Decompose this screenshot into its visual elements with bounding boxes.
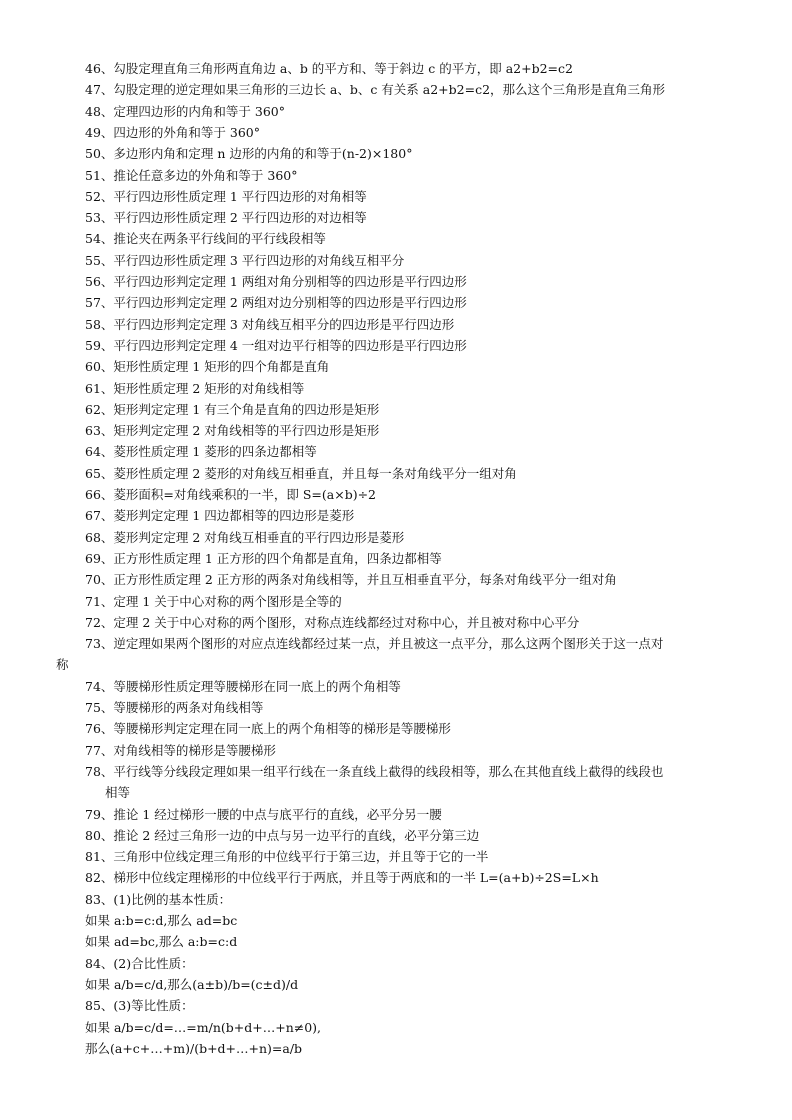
text-line: 79、推论 1 经过梯形一腰的中点与底平行的直线，必平分另一腰 (85, 806, 442, 822)
text-line-wrap: 称 (56, 657, 69, 673)
text-line: 如果 a:b=c:d,那么 ad=bc (85, 913, 238, 928)
text-line: 如果 a/b=c/d=…=m/n(b+d+…+n≠0), (85, 1019, 322, 1035)
text-line: 80、推论 2 经过三角形一边的中点与另一边平行的直线，必平分第三边 (85, 827, 480, 843)
text-line: 52、平行四边形性质定理 1 平行四边形的对角相等 (85, 188, 367, 204)
text-line-wrap: 相等 (105, 785, 131, 801)
text-line: 66、菱形面积=对角线乘积的一半，即 S=(a×b)÷2 (85, 487, 376, 502)
text-line: 76、等腰梯形判定定理在同一底上的两个角相等的梯形是等腰梯形 (85, 721, 451, 737)
text-line: 47、勾股定理的逆定理如果三角形的三边长 a、b、c 有关系 a2+b2=c2，那么这个三角形是直角三角形 (85, 82, 666, 98)
text-line: 50、多边形内角和定理 n 边形的内角的和等于(n-2)×180° (85, 146, 413, 162)
text-line: 64、菱形性质定理 1 菱形的四条边都相等 (85, 444, 317, 460)
text-line: 55、平行四边形性质定理 3 平行四边形的对角线互相平分 (85, 252, 405, 268)
text-line: 如果 a/b=c/d,那么(a±b)/b=(c±d)/d (85, 976, 299, 992)
text-line: 78、平行线等分线段定理如果一组平行线在一条直线上截得的线段相等，那么在其他直线上截得的线段也 (85, 763, 664, 779)
text-line: 84、(2)合比性质： (85, 955, 194, 971)
text-line: 70、正方形性质定理 2 正方形的两条对角线相等，并且互相垂直平分，每条对角线平分一组对角 (85, 572, 617, 588)
text-line: 71、定理 1 关于中心对称的两个图形是全等的 (85, 593, 342, 609)
text-line: 53、平行四边形性质定理 2 平行四边形的对边相等 (85, 210, 367, 226)
text-line: 57、平行四边形判定定理 2 两组对边分别相等的四边形是平行四边形 (85, 295, 467, 311)
text-line: 51、推论任意多边的外角和等于 360° (85, 167, 298, 183)
text-line: 72、定理 2 关于中心对称的两个图形，对称点连线都经过对称中心，并且被对称中心平分 (85, 614, 580, 630)
text-line: 68、菱形判定定理 2 对角线互相垂直的平行四边形是菱形 (85, 529, 405, 545)
text-line: 73、逆定理如果两个图形的对应点连线都经过某一点，并且被这一点平分，那么这两个图形关于这一点对 (85, 636, 664, 652)
text-line: 63、矩形判定定理 2 对角线相等的平行四边形是矩形 (85, 423, 380, 439)
text-line: 那么(a+c+…+m)/(b+d+…+n)=a/b (85, 1040, 303, 1056)
text-line: 75、等腰梯形的两条对角线相等 (85, 700, 264, 715)
text-line: 85、(3)等比性质： (85, 998, 194, 1014)
text-line: 56、平行四边形判定定理 1 两组对角分别相等的四边形是平行四边形 (85, 274, 467, 289)
text-line: 如果 ad=bc,那么 a:b=c:d (85, 934, 238, 950)
text-line: 67、菱形判定定理 1 四边都相等的四边形是菱形 (85, 508, 355, 524)
text-line: 83、(1)比例的基本性质： (85, 891, 232, 907)
text-line: 58、平行四边形判定定理 3 对角线互相平分的四边形是平行四边形 (85, 316, 455, 332)
text-line: 82、梯形中位线定理梯形的中位线平行于两底，并且等于两底和的一半 L=(a+b)÷2S=L×h (85, 870, 599, 886)
text-line: 74、等腰梯形性质定理等腰梯形在同一底上的两个角相等 (85, 678, 401, 694)
text-line: 59、平行四边形判定定理 4 一组对边平行相等的四边形是平行四边形 (85, 337, 467, 353)
text-line: 77、对角线相等的梯形是等腰梯形 (85, 742, 276, 758)
text-line: 61、矩形性质定理 2 矩形的对角线相等 (85, 380, 305, 396)
text-line: 62、矩形判定定理 1 有三个角是直角的四边形是矩形 (85, 401, 380, 417)
text-line: 65、菱形性质定理 2 菱形的对角线互相垂直，并且每一条对角线平分一组对角 (85, 465, 517, 481)
text-line: 69、正方形性质定理 1 正方形的四个角都是直角，四条边都相等 (85, 550, 442, 566)
text-line: 46、勾股定理直角三角形两直角边 a、b 的平方和、等于斜边 c 的平方，即 a2+b2=c2 (85, 61, 573, 76)
text-line: 49、四边形的外角和等于 360° (85, 124, 260, 140)
text-line: 60、矩形性质定理 1 矩形的四个角都是直角 (85, 359, 330, 375)
text-line: 48、定理四边形的内角和等于 360° (85, 103, 285, 119)
text-line: 54、推论夹在两条平行线间的平行线段相等 (85, 231, 326, 247)
text-line: 81、三角形中位线定理三角形的中位线平行于第三边，并且等于它的一半 (85, 849, 489, 865)
